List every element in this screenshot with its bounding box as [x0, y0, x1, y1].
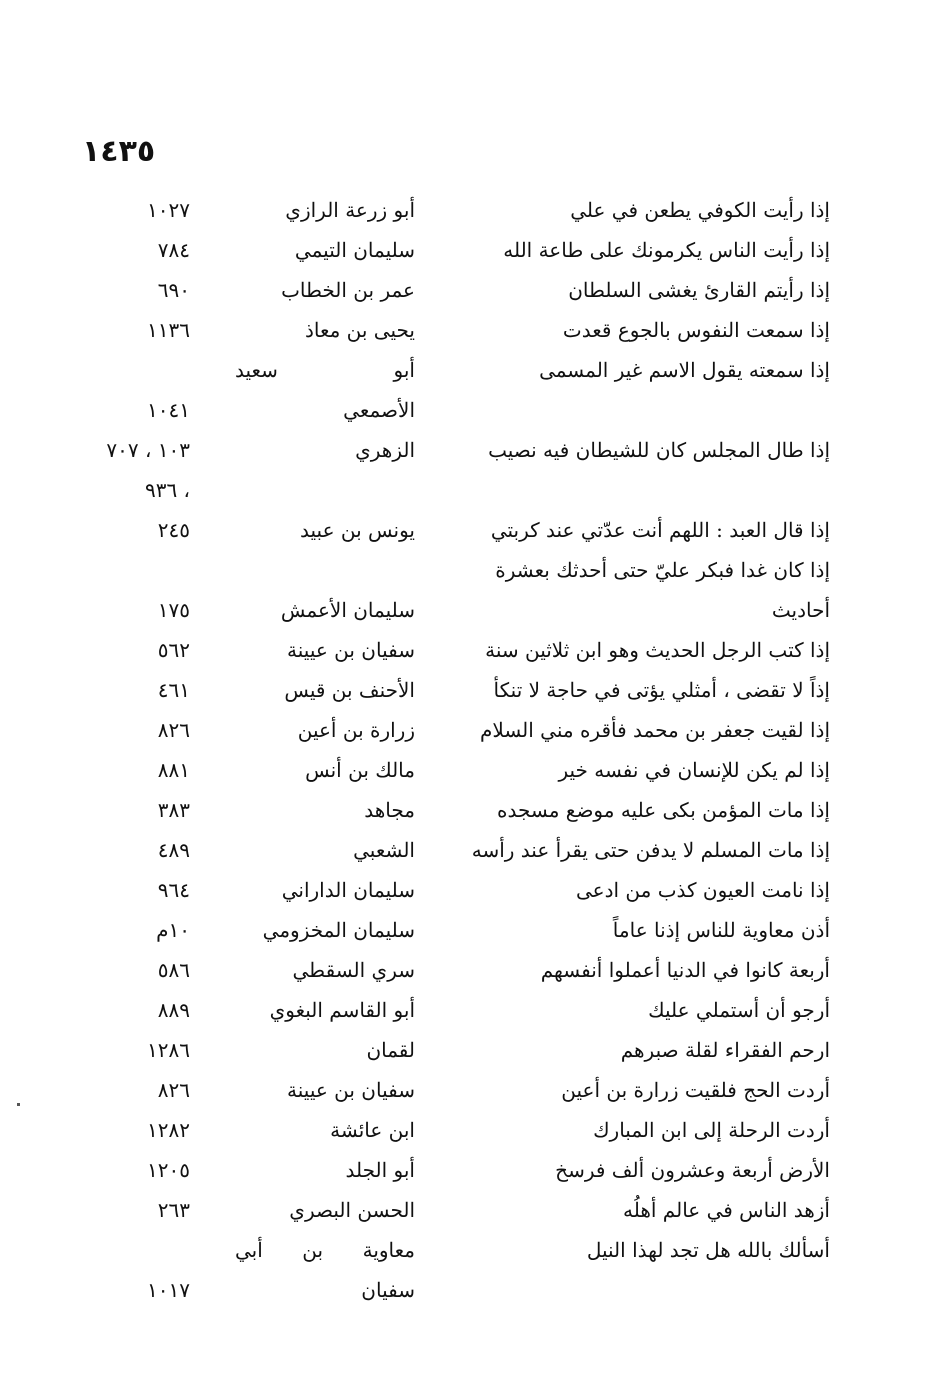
- page-references: ٤٨٩: [157, 838, 190, 862]
- text-incipit: ارحم الفقراء لقلة صبرهم: [620, 1038, 830, 1062]
- page-references: ٨٨٩: [157, 998, 190, 1022]
- index-row: [40, 830, 830, 870]
- index-row: [40, 350, 830, 390]
- text-incipit: إذا نامت العيون كذب من ادعى: [575, 878, 830, 902]
- narrator-name: أبو الجلد: [345, 1158, 415, 1182]
- index-row: [40, 590, 830, 630]
- index-row: [40, 790, 830, 830]
- index-row: [40, 710, 830, 750]
- page-references: ٦٩٠: [157, 278, 190, 302]
- index-row: [40, 1270, 830, 1310]
- page-references: ٧٨٤: [157, 238, 190, 262]
- index-row: [40, 1110, 830, 1150]
- page-references: ١٢٨٢: [147, 1118, 190, 1142]
- page-number: ١٤٣٥: [82, 134, 156, 169]
- index-row: [40, 390, 830, 430]
- index-row: [40, 750, 830, 790]
- text-incipit: أسألك بالله هل تجد لهذا النيل: [586, 1238, 830, 1262]
- index-row: [40, 910, 830, 950]
- page-references: ١١٣٦: [147, 318, 190, 342]
- text-incipit: إذا لم يكن للإنسان في نفسه خير: [558, 758, 830, 782]
- page-references: ٨٢٦: [157, 1078, 190, 1102]
- narrator-name: معاوية بن أبي: [235, 1238, 415, 1262]
- text-incipit: أحاديث: [771, 598, 830, 622]
- page-references: ١٠م: [156, 918, 190, 942]
- narrator-name: سليمان التيمي: [294, 238, 415, 262]
- text-incipit: إذا كتب الرجل الحديث وهو ابن ثلاثين سنة: [485, 638, 830, 662]
- index-row: [40, 1150, 830, 1190]
- narrator-name: مالك بن أنس: [305, 758, 415, 782]
- text-incipit: إذا سمعت النفوس بالجوع قعدت: [562, 318, 830, 342]
- narrator-name: أبو سعيد: [235, 358, 415, 382]
- page-references: ١٠١٧: [147, 1278, 190, 1302]
- page-references: ٨٢٦: [157, 718, 190, 742]
- page-references: ٨٨١: [157, 758, 190, 782]
- narrator-name: سليمان الأعمش: [280, 598, 415, 622]
- narrator-name: الحسن البصري: [289, 1198, 415, 1222]
- narrator-name: عمر بن الخطاب: [281, 278, 415, 302]
- index-row: [40, 1190, 830, 1230]
- page-references: ١٠٢٧: [147, 198, 190, 222]
- index-row: [40, 1070, 830, 1110]
- index-row: [40, 670, 830, 710]
- page-references: ٢٤٥: [157, 518, 190, 542]
- index-row: [40, 550, 830, 590]
- text-incipit: إذا طال المجلس كان للشيطان فيه نصيب: [488, 438, 830, 462]
- text-incipit: إذا لقيت جعفر بن محمد فأقره مني السلام: [480, 718, 830, 742]
- narrator-name: يحيى بن معاذ: [304, 318, 415, 342]
- narrator-name: لقمان: [366, 1038, 415, 1062]
- page-references: ١٠٤١: [147, 398, 190, 422]
- text-incipit: أزهد الناس في عالم أهلُه: [623, 1198, 830, 1222]
- page-references: ، ٩٣٦: [144, 478, 190, 502]
- index-row: [40, 870, 830, 910]
- index-row: [40, 230, 830, 270]
- text-incipit: أربعة كانوا في الدنيا أعملوا أنفسهم: [540, 958, 830, 982]
- page-references: ٩٦٤: [157, 878, 190, 902]
- narrator-name: الأحنف بن قيس: [284, 678, 415, 702]
- text-incipit: إذاً لا تقضى ، أمثلي يؤتى في حاجة لا تنكأ: [493, 678, 830, 702]
- narrator-name: سليمان الداراني: [281, 878, 415, 902]
- narrator-name: الشعبي: [353, 838, 415, 862]
- narrator-name: أبو القاسم البغوي: [269, 998, 415, 1022]
- page-references: ٢٦٣: [157, 1198, 190, 1222]
- text-incipit: إذا رأيتم القارئ يغشى السلطان: [568, 278, 830, 302]
- text-incipit: إذا مات المسلم لا يدفن حتى يقرأ عند رأسه: [471, 838, 830, 862]
- index-row: [40, 510, 830, 550]
- index-row: [40, 630, 830, 670]
- text-incipit: أردت الحج فلقيت زرارة بن أعين: [561, 1078, 830, 1102]
- narrator-name: يونس بن عبيد: [300, 518, 415, 542]
- text-incipit: أذن معاوية للناس إذنا عاماً: [612, 918, 830, 942]
- index-row: [40, 430, 830, 470]
- narrator-name: الزهري: [355, 438, 415, 462]
- page-references: ٥٨٦: [157, 958, 190, 982]
- index-row: [40, 990, 830, 1030]
- narrator-name: أبو زرعة الرازي: [285, 198, 415, 222]
- index-row: [40, 270, 830, 310]
- text-incipit: إذا رأيت الكوفي يطعن في علي: [570, 198, 830, 222]
- index-row: [40, 950, 830, 990]
- index-row: [40, 190, 830, 230]
- narrator-name: سفيان بن عيينة: [287, 638, 415, 662]
- index-row: [40, 470, 830, 510]
- narrator-name: ابن عائشة: [330, 1118, 415, 1142]
- index-row: [40, 310, 830, 350]
- text-incipit: أرجو أن أستملي عليك: [648, 998, 830, 1022]
- text-incipit: إذا قال العبد : اللهم أنت عدّتي عند كربتي: [490, 518, 830, 542]
- scan-speck: [17, 1103, 20, 1106]
- narrator-name: سري السقطي: [292, 958, 415, 982]
- page-references: ١٠٣ ، ٧٠٧: [106, 438, 190, 462]
- text-incipit: إذا سمعته يقول الاسم غير المسمى: [539, 358, 830, 382]
- text-incipit: الأرض أربعة وعشرون ألف فرسخ: [555, 1158, 830, 1182]
- index-row: [40, 1230, 830, 1270]
- narrator-name: مجاهد: [364, 798, 415, 822]
- page-references: ٥٦٢: [157, 638, 190, 662]
- page-references: ٤٦١: [157, 678, 190, 702]
- narrator-name: الأصمعي: [343, 398, 415, 422]
- index-row: [40, 1030, 830, 1070]
- text-incipit: إذا رأيت الناس يكرمونك على طاعة الله: [503, 238, 830, 262]
- page-references: ١٢٨٦: [147, 1038, 190, 1062]
- text-incipit: إذا كان غدا فبكر عليّ حتى أحدثك بعشرة: [495, 558, 830, 582]
- text-incipit: إذا مات المؤمن بكى عليه موضع مسجده: [497, 798, 830, 822]
- page-references: ٣٨٣: [157, 798, 190, 822]
- narrator-name: سليمان المخزومي: [262, 918, 415, 942]
- text-incipit: أردت الرحلة إلى ابن المبارك: [593, 1118, 830, 1142]
- page-references: ١٧٥: [157, 598, 190, 622]
- page-references: ١٢٠٥: [147, 1158, 190, 1182]
- narrator-name: سفيان بن عيينة: [287, 1078, 415, 1102]
- narrator-name: سفيان: [361, 1278, 415, 1302]
- narrator-name: زرارة بن أعين: [297, 718, 415, 742]
